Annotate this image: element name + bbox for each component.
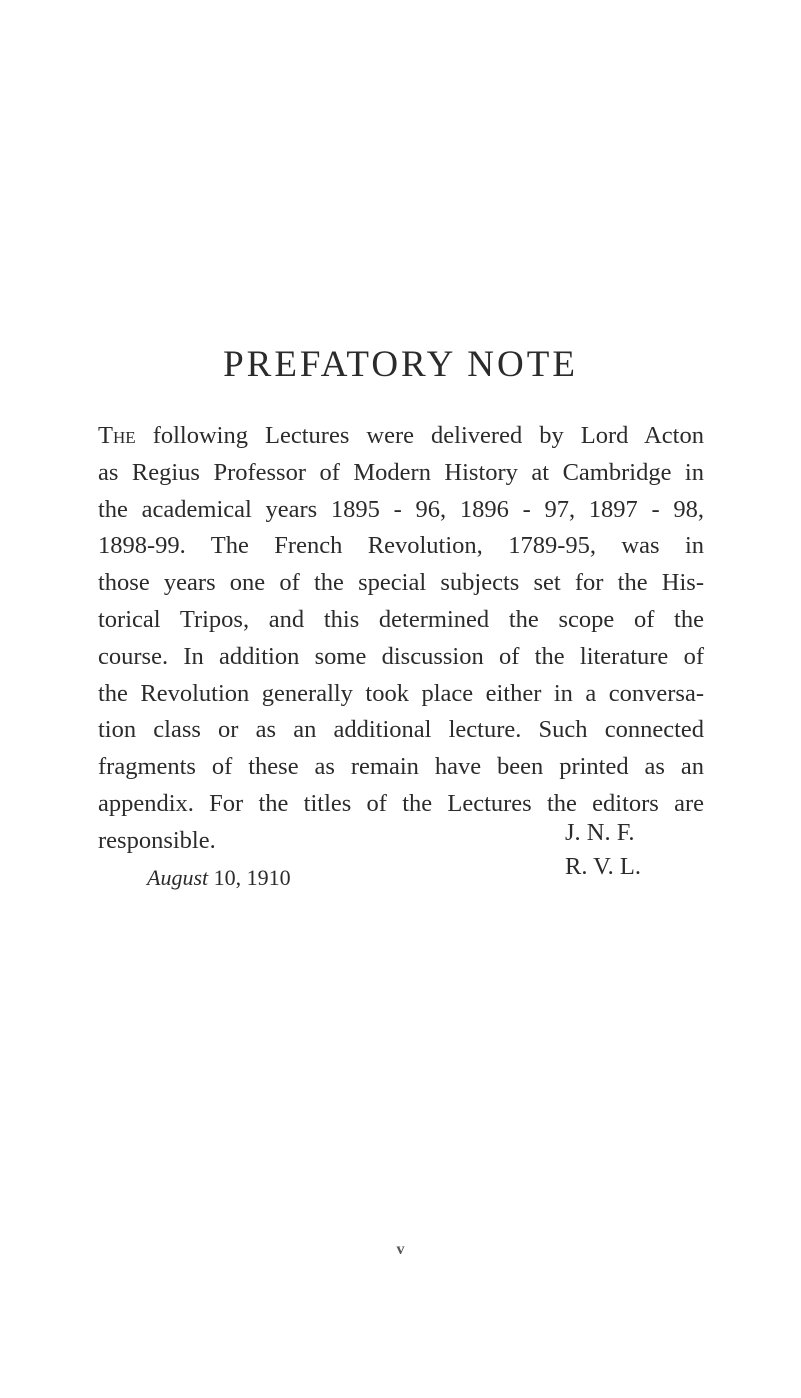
page-number: v (396, 1241, 405, 1258)
body-line: tion class or as an additional lecture. Such connected (98, 716, 704, 744)
body-line: responsible. (98, 826, 216, 854)
body-line: the Revolution generally took place either in a conversa- (98, 679, 704, 707)
body-line: fragments of these as remain have been printed as an (98, 753, 704, 781)
body-line: torical Tripos, and this determined the scope of the (98, 605, 704, 633)
body-line: those years one of the special subjects set for the His- (98, 569, 704, 597)
body-line: as Regius Professor of Modern History at Cambridge in (98, 458, 704, 486)
body-line: the academical years 1895 - 96, 1896 - 97, 1897 - 98, (98, 495, 704, 523)
signature-initials-2: R. V. L. (565, 853, 642, 880)
date-line (147, 863, 291, 893)
body-line: appendix. For the titles of the Lectures the editors are (98, 789, 704, 817)
date-month: August (147, 865, 209, 890)
body-line-text: following Lectures were delivered by Lord Acton (135, 422, 704, 449)
date-day-year: 10, 1910 (208, 865, 291, 890)
page-title: PREFATORY NOTE (223, 344, 578, 385)
body-paragraph (98, 418, 704, 860)
lead-word: The (98, 422, 136, 449)
body-line (98, 418, 704, 455)
body-line: 1898-99. The French Revolution, 1789-95, was in (98, 532, 704, 560)
signature-initials-1: J. N. F. (565, 819, 635, 846)
body-line: course. In addition some discussion of the literature of (98, 642, 704, 670)
